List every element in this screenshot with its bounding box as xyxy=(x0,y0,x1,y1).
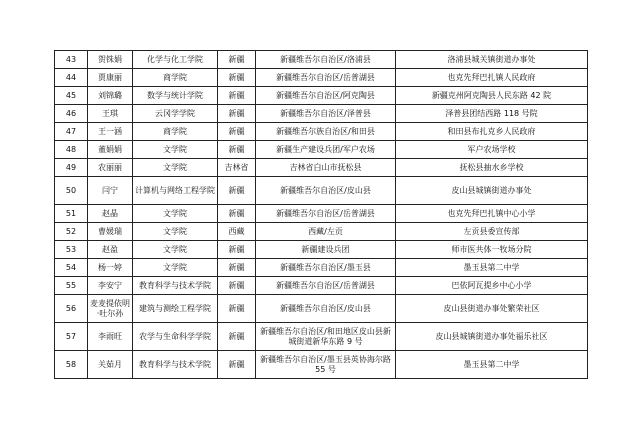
row-index: 55 xyxy=(55,277,88,295)
workplace: 和田县布扎克乡人民政府 xyxy=(396,123,588,141)
province: 新疆 xyxy=(218,87,256,105)
row-index: 47 xyxy=(55,123,88,141)
college-name: 云冈学学院 xyxy=(133,105,218,123)
province: 新疆 xyxy=(218,205,256,223)
college-name: 文学院 xyxy=(133,241,218,259)
workplace: 皮山县城镇街道办事处 xyxy=(396,177,588,205)
student-name: 曹媛瑞 xyxy=(88,223,133,241)
province: 新疆 xyxy=(218,351,256,379)
province: 新疆 xyxy=(218,105,256,123)
college-name: 文学院 xyxy=(133,223,218,241)
province: 新疆 xyxy=(218,323,256,351)
address: 新疆维吾尔自治区/岳普湖县 xyxy=(256,69,396,87)
row-index: 46 xyxy=(55,105,88,123)
student-name: 李雨旺 xyxy=(88,323,133,351)
college-name: 建筑与测绘工程学院 xyxy=(133,295,218,323)
workplace: 也克先拜巴扎镇人民政府 xyxy=(396,69,588,87)
college-name: 文学院 xyxy=(133,159,218,177)
college-name: 商学院 xyxy=(133,123,218,141)
table-row xyxy=(55,223,588,241)
row-index: 51 xyxy=(55,205,88,223)
college-name: 教育科学与技术学院 xyxy=(133,351,218,379)
address: 新疆建设兵团 xyxy=(256,241,396,259)
table-row xyxy=(55,87,588,105)
student-name: 麦麦提依明·吐尔孙 xyxy=(88,295,133,323)
row-index: 54 xyxy=(55,259,88,277)
college-name: 文学院 xyxy=(133,205,218,223)
student-name: 贾康丽 xyxy=(88,69,133,87)
student-name: 关茹月 xyxy=(88,351,133,379)
college-name: 计算机与网络工程学院 xyxy=(133,177,218,205)
row-index: 53 xyxy=(55,241,88,259)
address: 西藏/左贡 xyxy=(256,223,396,241)
table-row xyxy=(55,241,588,259)
table-row xyxy=(55,259,588,277)
row-index: 52 xyxy=(55,223,88,241)
student-name: 赵盈 xyxy=(88,241,133,259)
address: 新疆维吾尔族自治区/和田县 xyxy=(256,123,396,141)
student-name: 王琪 xyxy=(88,105,133,123)
workplace: 皮山县城镇街道办事处福乐社区 xyxy=(396,323,588,351)
student-name: 闫宁 xyxy=(88,177,133,205)
province: 新疆 xyxy=(218,69,256,87)
workplace: 墨玉县第二中学 xyxy=(396,259,588,277)
student-placement-table xyxy=(54,50,588,379)
student-name: 贺铢娟 xyxy=(88,51,133,69)
workplace: 抚松县抽水乡学校 xyxy=(396,159,588,177)
table-row xyxy=(55,69,588,87)
address: 新疆维吾尔自治区/阿克陶县 xyxy=(256,87,396,105)
workplace: 泽普县团结西路 118 号院 xyxy=(396,105,588,123)
college-name: 教育科学与技术学院 xyxy=(133,277,218,295)
table-row xyxy=(55,123,588,141)
table-body xyxy=(55,51,588,379)
table-row xyxy=(55,141,588,159)
workplace: 师市医共体一牧场分院 xyxy=(396,241,588,259)
college-name: 文学院 xyxy=(133,259,218,277)
workplace: 巴依阿瓦提乡中心小学 xyxy=(396,277,588,295)
province: 新疆 xyxy=(218,295,256,323)
province: 西藏 xyxy=(218,223,256,241)
address: 新疆维吾尔自治区/和田地区皮山县新城街道新华东路 9 号 xyxy=(256,323,396,351)
province: 新疆 xyxy=(218,177,256,205)
address: 新疆维吾尔自治区/洛浦县 xyxy=(256,51,396,69)
province: 新疆 xyxy=(218,51,256,69)
table-row xyxy=(55,277,588,295)
student-name: 赵晶 xyxy=(88,205,133,223)
address: 新疆生产建设兵团/军户农场 xyxy=(256,141,396,159)
student-name: 王一涵 xyxy=(88,123,133,141)
table-row xyxy=(55,105,588,123)
province: 新疆 xyxy=(218,277,256,295)
workplace: 洛浦县城关镇街道办事处 xyxy=(396,51,588,69)
college-name: 数学与统计学院 xyxy=(133,87,218,105)
college-name: 商学院 xyxy=(133,69,218,87)
address: 新疆维吾尔自治区/泽普县 xyxy=(256,105,396,123)
address: 新疆维吾尔自治区/墨玉县英协海尔路 55 号 xyxy=(256,351,396,379)
row-index: 44 xyxy=(55,69,88,87)
row-index: 48 xyxy=(55,141,88,159)
table-row xyxy=(55,295,588,323)
workplace: 墨玉县第二中学 xyxy=(396,351,588,379)
row-index: 56 xyxy=(55,295,88,323)
address: 吉林省白山市抚松县 xyxy=(256,159,396,177)
table-row xyxy=(55,351,588,379)
table-row xyxy=(55,205,588,223)
row-index: 58 xyxy=(55,351,88,379)
province: 吉林省 xyxy=(218,159,256,177)
workplace: 左贡县委宣传部 xyxy=(396,223,588,241)
province: 新疆 xyxy=(218,241,256,259)
row-index: 43 xyxy=(55,51,88,69)
table-row xyxy=(55,51,588,69)
college-name: 文学院 xyxy=(133,141,218,159)
student-name: 刘锦璐 xyxy=(88,87,133,105)
college-name: 化学与化工学院 xyxy=(133,51,218,69)
workplace: 皮山县街道办事处繁荣社区 xyxy=(396,295,588,323)
address: 新疆维吾尔自治区/墨玉县 xyxy=(256,259,396,277)
address: 新疆维吾尔自治区/岳普湖县 xyxy=(256,205,396,223)
row-index: 45 xyxy=(55,87,88,105)
row-index: 49 xyxy=(55,159,88,177)
province: 新疆 xyxy=(218,259,256,277)
table-row xyxy=(55,177,588,205)
province: 新疆 xyxy=(218,141,256,159)
address: 新疆维吾尔自治区/皮山县 xyxy=(256,295,396,323)
workplace: 新疆克州阿克陶县人民东路 42 院 xyxy=(396,87,588,105)
row-index: 50 xyxy=(55,177,88,205)
student-name: 杨一婷 xyxy=(88,259,133,277)
row-index: 57 xyxy=(55,323,88,351)
student-name: 董娟娟 xyxy=(88,141,133,159)
student-name: 农丽丽 xyxy=(88,159,133,177)
workplace: 军户农场学校 xyxy=(396,141,588,159)
address: 新疆维吾尔自治区/皮山县 xyxy=(256,177,396,205)
province: 新疆 xyxy=(218,123,256,141)
student-name: 李安宁 xyxy=(88,277,133,295)
workplace: 也克先拜巴扎镇中心小学 xyxy=(396,205,588,223)
table-row xyxy=(55,159,588,177)
address: 新疆维吾尔自治区/岳普湖县 xyxy=(256,277,396,295)
table-row xyxy=(55,323,588,351)
college-name: 农学与生命科学学院 xyxy=(133,323,218,351)
